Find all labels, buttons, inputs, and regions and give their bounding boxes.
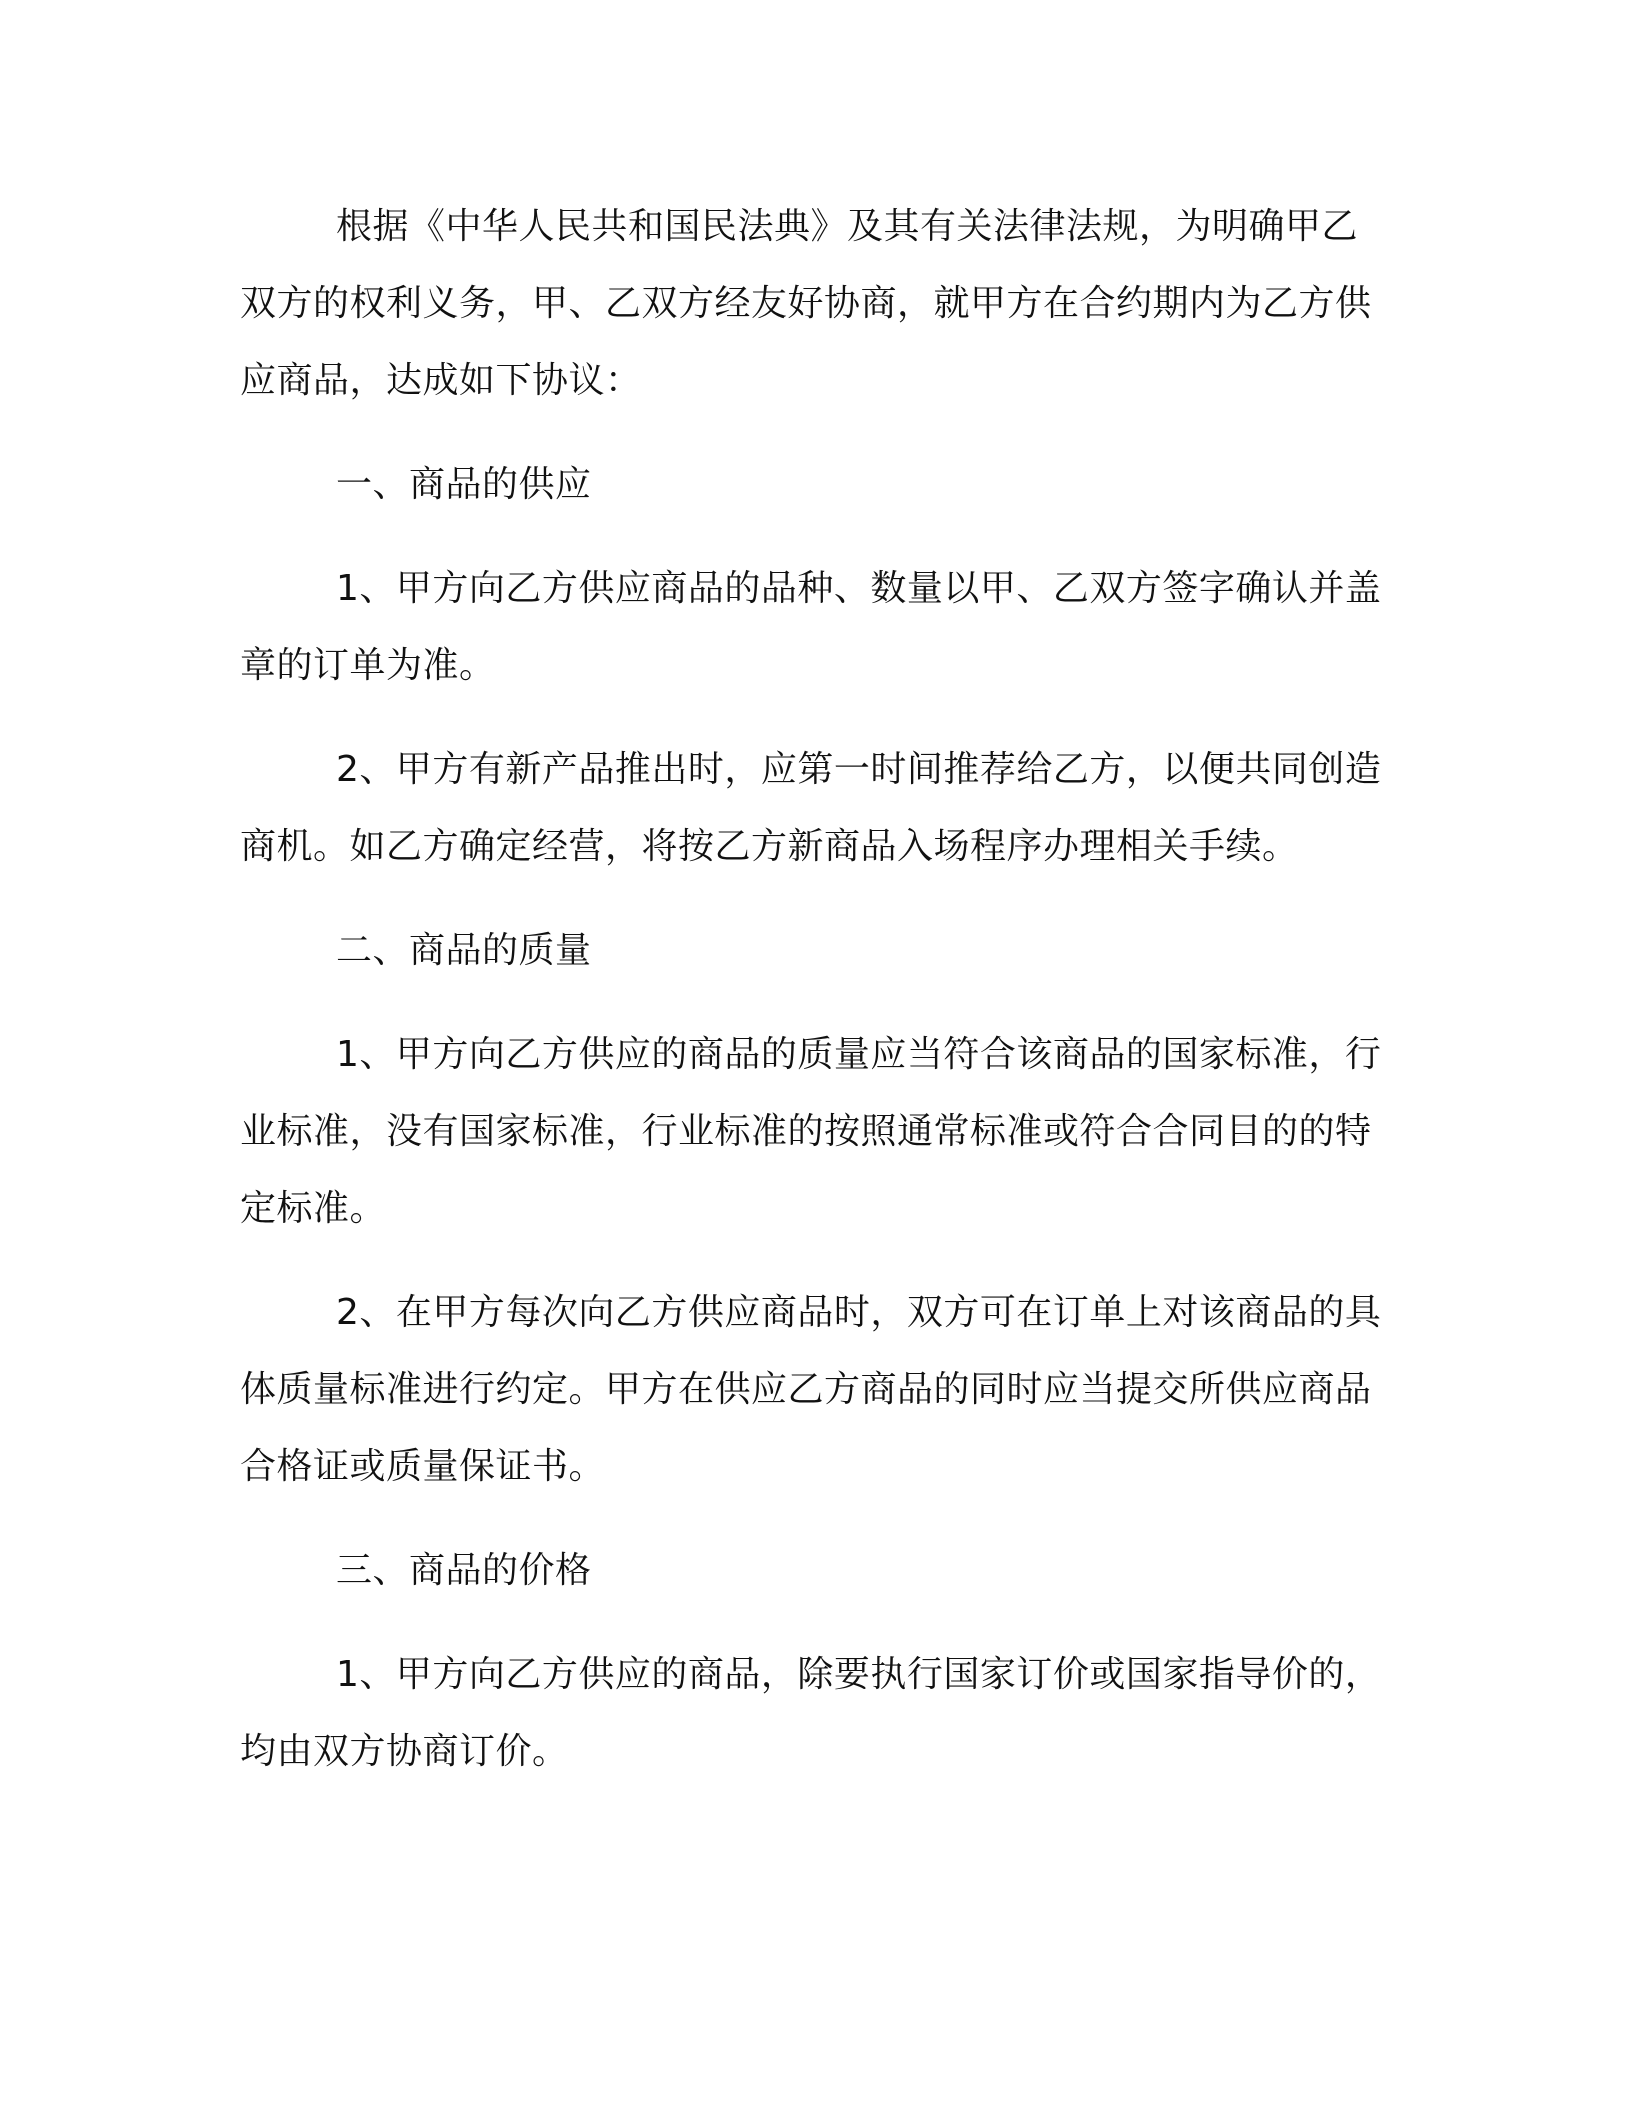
price-clause-1: 1、甲方向乙方供应的商品，除要执行国家订价或国家指导价的，均由双方协商订价。 bbox=[240, 1654, 1382, 1772]
supply-clause-2: 2、甲方有新产品推出时，应第一时间推荐给乙方，以便共同创造商机。如乙方确定经营，将按乙方新商品入场程序办理相关手续。 bbox=[240, 749, 1382, 867]
section-heading-supply: 一、商品的供应 bbox=[336, 464, 592, 505]
quality-clause-1: 1、甲方向乙方供应的商品的质量应当符合该商品的国家标准，行业标准，没有国家标准，行业标准的按照通常标准或符合合同目的的特定标准。 bbox=[240, 1034, 1382, 1229]
intro-paragraph: 根据《中华人民共和国民法典》及其有关法律法规，为明确甲乙双方的权利义务，甲、乙双方经友好协商，就甲方在合约期内为乙方供应商品，达成如下协议： bbox=[240, 206, 1372, 401]
supply-clause-1: 1、甲方向乙方供应商品的品种、数量以甲、乙双方签字确认并盖章的订单为准。 bbox=[240, 568, 1382, 686]
quality-clause-2: 2、在甲方每次向乙方供应商品时，双方可在订单上对该商品的具体质量标准进行约定。甲方在供应乙方商品的同时应当提交所供应商品合格证或质量保证书。 bbox=[240, 1292, 1382, 1487]
document-body bbox=[240, 188, 1388, 1817]
section-heading-quality: 二、商品的质量 bbox=[336, 930, 592, 971]
section-heading-price: 三、商品的价格 bbox=[336, 1550, 592, 1591]
